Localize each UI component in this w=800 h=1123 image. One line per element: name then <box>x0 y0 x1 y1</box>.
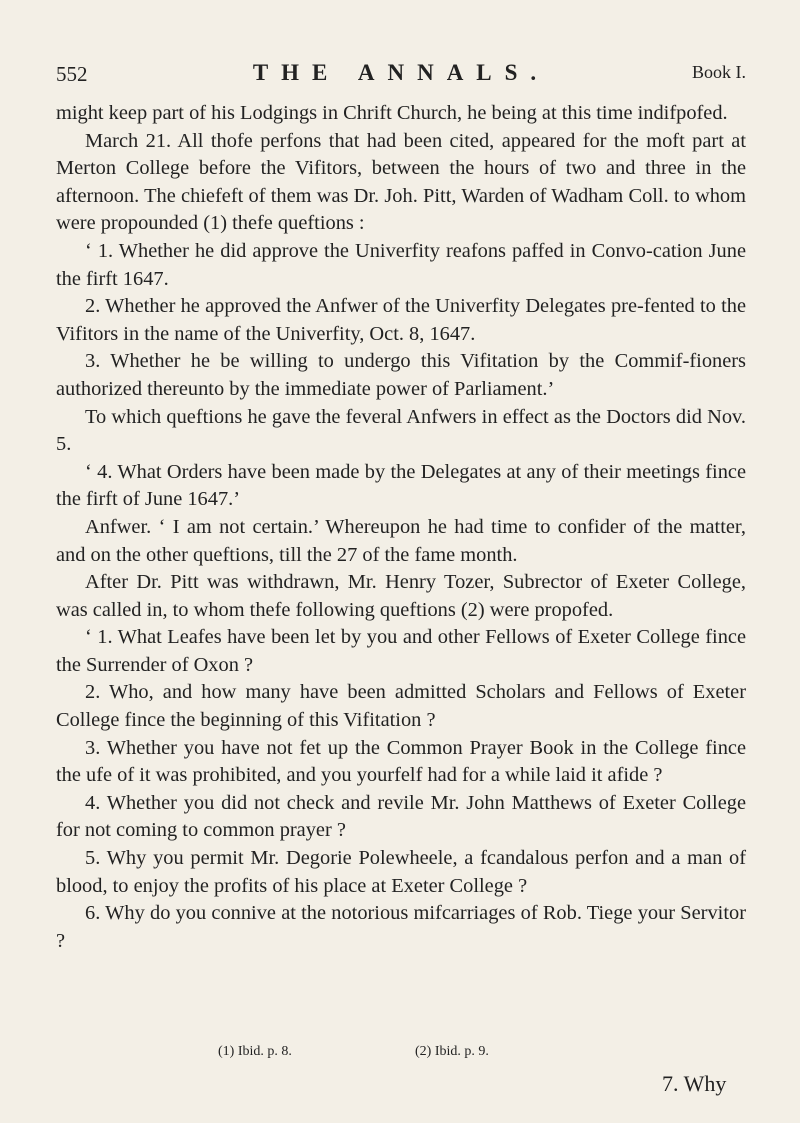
catchword: 7. Why <box>662 1071 727 1096</box>
paragraph: 2. Who, and how many have been admitted Scholars and Fellows of Exeter College fince the beginning of this Vifitation ? <box>56 681 746 732</box>
footnote-1: (1) Ibid. p. 8. <box>218 1044 292 1059</box>
paragraph: might keep part of his Lodgings in Chrift Church, he being at this time indifpofed. <box>56 102 728 124</box>
body-text <box>56 100 746 955</box>
paragraph: To which queftions he gave the feveral Anfwers in effect as the Doctors did Nov. 5. <box>56 405 746 456</box>
paragraph: 6. Why do you connive at the notorious mifcarriages of Rob. Tiege your Servitor ? <box>56 902 746 952</box>
paragraph: ‘ 4. What Orders have been made by the Delegates at any of their meetings fince the firft of June 1647.’ <box>56 460 746 511</box>
paragraph: 2. Whether he approved the Anfwer of the Univerfity Delegates pre-fented to the Vifitors in the name of the Univerfity, Oct. 8, 1647. <box>56 295 746 345</box>
paragraph: 4. Whether you did not check and revile Mr. John Matthews of Exeter College for not coming to common prayer ? <box>56 791 746 842</box>
footnote-2: (2) Ibid. p. 9. <box>415 1044 489 1059</box>
page-number: 552 <box>56 62 88 86</box>
page-header <box>56 60 746 90</box>
paragraph: After Dr. Pitt was withdrawn, Mr. Henry Tozer, Subrector of Exeter College, was called in, to whom thefe following queftions (2) were propofed. <box>56 571 746 621</box>
book-label: Book I. <box>692 62 746 82</box>
running-title: THE ANNALS. <box>252 60 550 85</box>
paragraph: 3. Whether he be willing to undergo this Vifitation by the Commif-fioners authorized thereunto by the immediate power of Parliament.’ <box>56 350 746 400</box>
paragraph: ‘ 1. What Leafes have been let by you and other Fellows of Exeter College fince the Surrender of Oxon ? <box>56 626 746 676</box>
paragraph: Anfwer. ‘ I am not certain.’ Whereupon he had time to confider of the matter, and on the other queftions, till the 27 of the fame month. <box>56 515 746 566</box>
paragraph: March 21. All thofe perfons that had been cited, appeared for the moft part at Merton College before the Vifitors, between the hours of two and three in the afternoon. The chiefeft of them was Dr. Joh. Pitt, Warden of Wadham Coll. to whom were propounded (1) thefe queftions : <box>56 129 746 235</box>
paragraph: ‘ 1. Whether he did approve the Univerfity reafons paffed in Convo-cation June the firft 1647. <box>56 239 746 290</box>
paragraph: 3. Whether you have not fet up the Common Prayer Book in the College fince the ufe of it was prohibited, and you yourfelf had for a while laid it afide ? <box>56 736 746 787</box>
paragraph: 5. Why you permit Mr. Degorie Polewheele, a fcandalous perfon and a man of blood, to enjoy the profits of his place at Exeter College ? <box>56 847 746 897</box>
